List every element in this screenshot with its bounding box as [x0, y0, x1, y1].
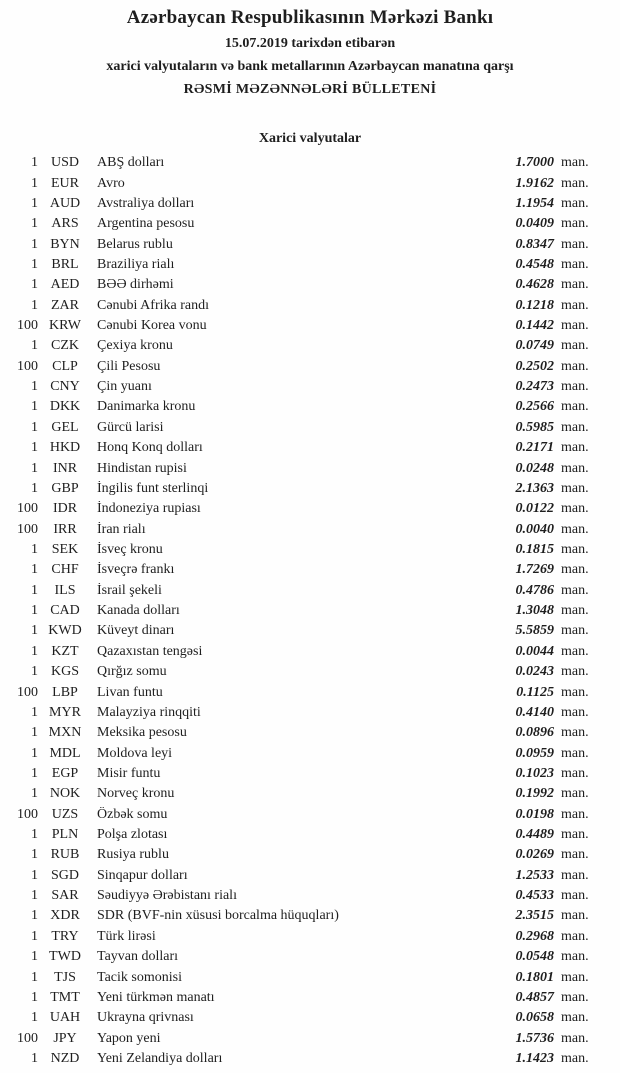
row-currency-name: İsrail şekeli — [97, 582, 162, 598]
row-currency-code: EGP — [51, 765, 79, 781]
row-rate-value: 0.5985 — [515, 419, 554, 435]
row-quantity: 1 — [31, 562, 38, 578]
row-currency-name: Belarus rublu — [97, 236, 173, 252]
row-currency-name: Ukrayna qrivnası — [97, 1010, 194, 1026]
row-unit-label: man. — [561, 582, 589, 598]
row-currency-code: ARS — [51, 216, 79, 232]
row-unit-label: man. — [561, 216, 589, 232]
table-row — [0, 906, 600, 926]
row-unit-label: man. — [561, 969, 589, 985]
row-quantity: 1 — [31, 542, 38, 557]
row-currency-code: RUB — [50, 847, 80, 863]
table-row — [0, 499, 600, 519]
row-currency-name: Qırğız somu — [97, 664, 167, 680]
bulletin-title: RƏSMİ MƏZƏNNƏLƏRİ BÜLLETENİ — [183, 82, 437, 97]
row-currency-name: İran rialı — [97, 521, 146, 537]
row-quantity: 1 — [31, 765, 38, 781]
row-quantity: 1 — [31, 236, 38, 252]
row-rate-value: 2.1363 — [515, 480, 554, 496]
table-row — [0, 275, 600, 295]
row-currency-name: Çili Pesosu — [97, 358, 161, 374]
row-unit-label: man. — [561, 623, 589, 639]
row-rate-value: 0.4533 — [515, 888, 554, 904]
row-rate-value: 1.9162 — [515, 175, 554, 191]
row-currency-code: KGS — [50, 664, 79, 680]
row-currency-code: IDR — [52, 501, 78, 517]
row-quantity: 1 — [31, 989, 38, 1005]
row-currency-name: Norveç kronu — [97, 786, 175, 802]
row-unit-label: man. — [561, 399, 589, 415]
table-row — [0, 234, 600, 254]
row-rate-value: 0.4857 — [515, 989, 554, 1005]
row-quantity: 100 — [17, 1030, 38, 1046]
row-currency-code: AED — [50, 277, 80, 293]
row-currency-code: KRW — [49, 318, 81, 334]
row-unit-label: man. — [561, 379, 589, 395]
row-currency-code: CZK — [51, 338, 79, 354]
table-row — [0, 357, 600, 377]
row-currency-name: Argentina pesosu — [97, 216, 195, 232]
table-row — [0, 866, 600, 886]
row-unit-label: man. — [561, 195, 589, 211]
row-rate-value: 0.0548 — [515, 949, 554, 965]
row-currency-code: CHF — [51, 562, 79, 578]
row-quantity: 1 — [31, 969, 38, 985]
table-row — [0, 845, 600, 865]
row-currency-name: Gürcü larisi — [97, 419, 164, 435]
bank-title: Azərbaycan Respublikasının Mərkəzi Bankı — [126, 7, 494, 28]
row-quantity: 1 — [31, 725, 38, 741]
row-unit-label: man. — [561, 867, 589, 883]
row-rate-value: 0.1442 — [515, 318, 554, 334]
row-currency-code: SEK — [51, 542, 79, 557]
row-currency-name: Türk lirəsi — [97, 928, 156, 944]
table-row — [0, 397, 600, 417]
row-currency-name: Küveyt dinarı — [97, 623, 175, 639]
table-row — [0, 1008, 600, 1028]
row-unit-label: man. — [561, 501, 589, 517]
row-currency-name: Tayvan dolları — [97, 949, 179, 965]
row-currency-name: Tacik somonisi — [97, 969, 182, 985]
row-rate-value: 0.0044 — [515, 643, 554, 659]
row-quantity: 1 — [31, 379, 38, 395]
table-row — [0, 316, 600, 336]
row-currency-code: AUD — [49, 195, 81, 211]
row-currency-name: Braziliya rialı — [97, 256, 175, 272]
row-currency-name: Danimarka kronu — [97, 399, 196, 415]
row-quantity: 1 — [31, 582, 38, 598]
row-rate-value: 0.4140 — [515, 704, 554, 720]
row-unit-label: man. — [561, 419, 589, 435]
row-rate-value: 1.3048 — [515, 603, 554, 619]
row-currency-code: CLP — [52, 358, 78, 374]
row-currency-name: Moldova leyi — [97, 745, 173, 761]
row-currency-code: BRL — [51, 256, 79, 272]
row-unit-label: man. — [561, 725, 589, 741]
row-currency-code: NZD — [50, 1050, 80, 1066]
row-quantity: 1 — [31, 216, 38, 232]
row-unit-label: man. — [561, 338, 589, 354]
row-unit-label: man. — [561, 521, 589, 537]
row-rate-value: 0.0409 — [515, 216, 554, 232]
row-quantity: 1 — [31, 155, 38, 171]
row-currency-name: Honq Konq dolları — [97, 440, 203, 456]
table-row — [0, 601, 600, 621]
row-rate-value: 0.2566 — [515, 399, 554, 415]
row-quantity: 1 — [31, 440, 38, 456]
row-currency-code: INR — [52, 460, 78, 476]
row-unit-label: man. — [561, 949, 589, 965]
row-unit-label: man. — [561, 684, 589, 700]
table-row — [0, 764, 600, 784]
table-row — [0, 927, 600, 947]
row-rate-value: 0.4489 — [515, 827, 554, 843]
row-currency-name: İsveçrə frankı — [97, 562, 175, 578]
row-currency-name: Avstraliya dolları — [97, 195, 195, 211]
row-unit-label: man. — [561, 562, 589, 578]
row-quantity: 1 — [31, 277, 38, 293]
row-unit-label: man. — [561, 542, 589, 557]
row-quantity: 1 — [31, 847, 38, 863]
row-unit-label: man. — [561, 643, 589, 659]
row-rate-value: 0.0658 — [515, 1010, 554, 1026]
row-quantity: 1 — [31, 175, 38, 191]
row-currency-name: Yapon yeni — [97, 1030, 161, 1046]
row-currency-code: GEL — [51, 419, 79, 435]
row-rate-value: 0.0243 — [515, 664, 554, 680]
row-unit-label: man. — [561, 256, 589, 272]
table-row — [0, 1028, 600, 1048]
row-quantity: 1 — [31, 745, 38, 761]
row-rate-value: 0.8347 — [515, 236, 554, 252]
row-quantity: 1 — [31, 1050, 38, 1066]
table-row — [0, 1049, 600, 1069]
row-unit-label: man. — [561, 908, 589, 924]
row-unit-label: man. — [561, 297, 589, 313]
table-row — [0, 296, 600, 316]
row-currency-name: Sinqapur dolları — [97, 867, 188, 883]
row-unit-label: man. — [561, 318, 589, 334]
row-currency-code: TWD — [49, 949, 81, 965]
table-row — [0, 988, 600, 1008]
table-row — [0, 825, 600, 845]
row-unit-label: man. — [561, 175, 589, 191]
row-currency-code: SAR — [51, 888, 79, 904]
section-title-foreign-currencies: Xarici valyutalar — [258, 131, 362, 146]
table-row — [0, 621, 600, 641]
row-currency-name: ABŞ dolları — [97, 155, 165, 171]
row-unit-label: man. — [561, 603, 589, 619]
row-unit-label: man. — [561, 440, 589, 456]
row-quantity: 100 — [17, 806, 38, 822]
row-rate-value: 1.2533 — [515, 867, 554, 883]
row-rate-value: 0.0198 — [515, 806, 554, 822]
row-currency-name: Səudiyyə Ərəbistanı rialı — [97, 888, 237, 904]
row-unit-label: man. — [561, 664, 589, 680]
row-quantity: 1 — [31, 419, 38, 435]
row-rate-value: 0.4628 — [515, 277, 554, 293]
row-unit-label: man. — [561, 827, 589, 843]
row-rate-value: 1.1954 — [515, 195, 554, 211]
row-quantity: 1 — [31, 908, 38, 924]
row-unit-label: man. — [561, 786, 589, 802]
row-rate-value: 0.0959 — [515, 745, 554, 761]
row-rate-value: 0.1023 — [515, 765, 554, 781]
row-quantity: 1 — [31, 827, 38, 843]
row-rate-value: 0.0749 — [515, 338, 554, 354]
subtitle-line: xarici valyutaların və bank metallarının Azərbaycan manatına qarşı — [106, 59, 514, 74]
table-row — [0, 458, 600, 478]
row-currency-code: MXN — [48, 725, 82, 741]
row-currency-code: USD — [50, 155, 79, 171]
row-rate-value: 1.7269 — [515, 562, 554, 578]
row-currency-code: MYR — [49, 704, 81, 720]
table-row — [0, 153, 600, 173]
table-row — [0, 723, 600, 743]
row-quantity: 1 — [31, 949, 38, 965]
table-row — [0, 377, 600, 397]
row-currency-name: Kanada dolları — [97, 603, 180, 619]
row-unit-label: man. — [561, 277, 589, 293]
row-quantity: 100 — [17, 318, 38, 334]
row-rate-value: 0.2171 — [515, 440, 554, 456]
table-row — [0, 194, 600, 214]
row-currency-code: JPY — [53, 1030, 77, 1046]
row-unit-label: man. — [561, 1010, 589, 1026]
row-quantity: 1 — [31, 256, 38, 272]
row-currency-code: UZS — [51, 806, 79, 822]
table-row — [0, 967, 600, 987]
row-unit-label: man. — [561, 989, 589, 1005]
table-row — [0, 540, 600, 560]
row-currency-code: CNY — [50, 379, 80, 395]
row-unit-label: man. — [561, 765, 589, 781]
row-rate-value: 5.5859 — [515, 623, 554, 639]
table-row — [0, 214, 600, 234]
row-currency-name: Qazaxıstan tengəsi — [97, 643, 203, 659]
table-row — [0, 703, 600, 723]
row-currency-code: ZAR — [51, 297, 79, 313]
row-currency-code: BYN — [50, 236, 80, 252]
row-currency-code: TMT — [50, 989, 80, 1005]
row-currency-code: KZT — [51, 643, 79, 659]
row-unit-label: man. — [561, 888, 589, 904]
row-currency-code: XDR — [50, 908, 80, 924]
row-rate-value: 1.7000 — [515, 155, 554, 171]
row-quantity: 100 — [17, 501, 38, 517]
table-row — [0, 519, 600, 539]
row-currency-code: TJS — [54, 969, 76, 985]
row-currency-name: Malayziya rinqqiti — [97, 704, 201, 720]
table-row — [0, 784, 600, 804]
table-row — [0, 438, 600, 458]
row-currency-code: EUR — [51, 175, 79, 191]
row-currency-name: Çin yuanı — [97, 379, 152, 395]
row-quantity: 1 — [31, 888, 38, 904]
table-row — [0, 662, 600, 682]
effective-date-line: 15.07.2019 tarixdən etibarən — [224, 36, 396, 51]
row-rate-value: 0.1815 — [515, 542, 554, 557]
row-rate-value: 0.2502 — [515, 358, 554, 374]
table-row — [0, 173, 600, 193]
row-quantity: 1 — [31, 460, 38, 476]
row-currency-name: Yeni türkmən manatı — [97, 989, 215, 1005]
row-quantity: 100 — [17, 358, 38, 374]
table-row — [0, 682, 600, 702]
row-quantity: 1 — [31, 664, 38, 680]
row-currency-name: İngilis funt sterlinqi — [97, 480, 209, 496]
row-currency-name: Yeni Zelandiya dolları — [97, 1050, 223, 1066]
row-rate-value: 0.4548 — [515, 256, 554, 272]
row-currency-code: ILS — [54, 582, 76, 598]
row-currency-code: PLN — [51, 827, 79, 843]
table-row — [0, 743, 600, 763]
row-rate-value: 0.4786 — [515, 582, 554, 598]
row-unit-label: man. — [561, 745, 589, 761]
row-currency-name: Meksika pesosu — [97, 725, 187, 741]
row-unit-label: man. — [561, 928, 589, 944]
table-row — [0, 581, 600, 601]
row-currency-name: Çexiya kronu — [97, 338, 173, 354]
row-rate-value: 0.0122 — [515, 501, 554, 517]
row-quantity: 1 — [31, 338, 38, 354]
table-row — [0, 642, 600, 662]
row-unit-label: man. — [561, 806, 589, 822]
row-rate-value: 0.2473 — [515, 379, 554, 395]
row-currency-name: Polşa zlotası — [97, 827, 168, 843]
row-currency-code: IRR — [53, 521, 77, 537]
row-currency-name: İndoneziya rupiası — [97, 501, 201, 517]
row-currency-name: Misir funtu — [97, 765, 161, 781]
rates-table — [0, 153, 620, 1069]
row-currency-name: Avro — [97, 175, 125, 191]
row-currency-name: Livan funtu — [97, 684, 163, 700]
row-unit-label: man. — [561, 1050, 589, 1066]
row-currency-name: İsveç kronu — [97, 542, 163, 557]
row-unit-label: man. — [561, 1030, 589, 1046]
row-currency-code: HKD — [49, 440, 81, 456]
row-currency-code: MDL — [49, 745, 81, 761]
row-currency-code: UAH — [49, 1010, 81, 1026]
table-row — [0, 947, 600, 967]
row-currency-name: Özbək somu — [97, 806, 168, 822]
table-row — [0, 336, 600, 356]
row-rate-value: 0.0040 — [515, 521, 554, 537]
row-unit-label: man. — [561, 704, 589, 720]
row-currency-name: Cənubi Afrika randı — [97, 297, 209, 313]
row-currency-name: BƏƏ dirhəmi — [97, 277, 174, 293]
row-unit-label: man. — [561, 155, 589, 171]
row-unit-label: man. — [561, 480, 589, 496]
row-currency-code: LBP — [52, 684, 78, 700]
row-rate-value: 0.1801 — [515, 969, 554, 985]
table-row — [0, 886, 600, 906]
row-rate-value: 0.1218 — [515, 297, 554, 313]
row-rate-value: 0.2968 — [515, 928, 554, 944]
row-currency-code: NOK — [49, 786, 81, 802]
row-rate-value: 2.3515 — [515, 908, 554, 924]
row-currency-name: Cənubi Korea vonu — [97, 318, 207, 334]
row-quantity: 100 — [17, 521, 38, 537]
table-row — [0, 560, 600, 580]
row-currency-code: TRY — [51, 928, 79, 944]
row-quantity: 1 — [31, 867, 38, 883]
row-quantity: 1 — [31, 704, 38, 720]
document-header — [0, 0, 620, 98]
row-quantity: 1 — [31, 195, 38, 211]
table-row — [0, 805, 600, 825]
row-unit-label: man. — [561, 460, 589, 476]
row-rate-value: 0.0896 — [515, 725, 554, 741]
row-quantity: 1 — [31, 399, 38, 415]
row-rate-value: 0.0269 — [515, 847, 554, 863]
row-quantity: 1 — [31, 603, 38, 619]
row-currency-code: CAD — [50, 603, 80, 619]
table-row — [0, 255, 600, 275]
row-rate-value: 1.5736 — [515, 1030, 554, 1046]
row-currency-name: Hindistan rupisi — [97, 460, 187, 476]
row-currency-name: Rusiya rublu — [97, 847, 169, 863]
table-row — [0, 479, 600, 499]
row-unit-label: man. — [561, 847, 589, 863]
row-currency-code: KWD — [48, 623, 82, 639]
row-unit-label: man. — [561, 358, 589, 374]
row-quantity: 1 — [31, 623, 38, 639]
row-unit-label: man. — [561, 236, 589, 252]
row-currency-code: SGD — [50, 867, 79, 883]
row-rate-value: 0.1992 — [515, 786, 554, 802]
row-quantity: 1 — [31, 480, 38, 496]
row-quantity: 100 — [17, 684, 38, 700]
row-rate-value: 1.1423 — [515, 1050, 554, 1066]
row-quantity: 1 — [31, 1010, 38, 1026]
row-currency-name: SDR (BVF-nin xüsusi borcalma hüquqları) — [97, 908, 339, 924]
row-currency-code: DKK — [49, 399, 81, 415]
row-currency-code: GBP — [51, 480, 79, 496]
row-quantity: 1 — [31, 643, 38, 659]
row-quantity: 1 — [31, 786, 38, 802]
row-rate-value: 0.0248 — [515, 460, 554, 476]
row-quantity: 1 — [31, 928, 38, 944]
row-rate-value: 0.1125 — [516, 684, 554, 700]
row-quantity: 1 — [31, 297, 38, 313]
table-row — [0, 418, 600, 438]
